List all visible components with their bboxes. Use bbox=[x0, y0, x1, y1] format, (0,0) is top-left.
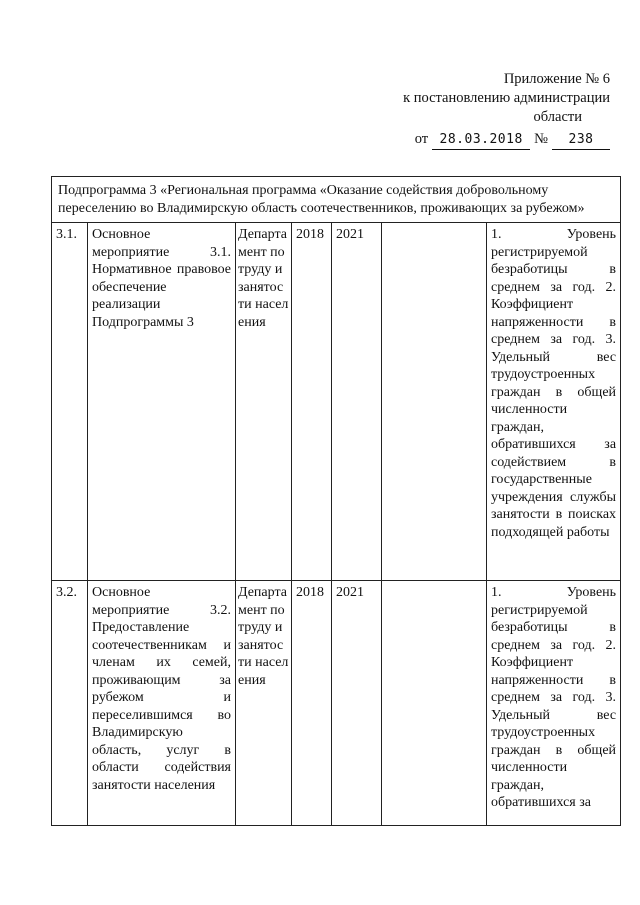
appendix-reference-cont: области bbox=[533, 109, 582, 125]
subprogram-header-row bbox=[52, 177, 621, 223]
row-number: 3.1. bbox=[52, 223, 88, 581]
indicators-cell: 1. Уровень регистрируемой безработицы в среднем за год. 2. Коэффициент напряженности в среднем за год. 3. Удельный вес трудоустроенных граждан в общей численности граждан, обратившихся за bbox=[487, 581, 621, 826]
date-number-line bbox=[350, 130, 610, 150]
empty-cell bbox=[382, 581, 487, 826]
handwritten-number: 238 bbox=[552, 130, 610, 150]
handwritten-date: 28.03.2018 bbox=[432, 130, 530, 150]
executor-cell: Департамент по труду и занятости населения bbox=[236, 581, 292, 826]
subprogram-title: Подпрограмма 3 «Региональная программа «Оказание содействия добровольному переселению во Владимирскую область соотечественников, проживающих за рубежом» bbox=[52, 177, 621, 223]
end-year-cell: 2021 bbox=[332, 223, 382, 581]
table-row bbox=[52, 581, 621, 826]
appendix-title: Приложение № 6 bbox=[503, 71, 610, 87]
program-table bbox=[51, 176, 620, 826]
appendix-reference: к постановлению администрации bbox=[403, 90, 610, 106]
start-year-cell: 2018 bbox=[292, 223, 332, 581]
date-prefix: от bbox=[414, 131, 429, 147]
activity-cell: Основное мероприятие 3.2. Предоставление соотечественникам и членам их семей, проживающим за рубежом и переселившимся во Владимирскую область, услуг в области содействия занятости населения bbox=[88, 581, 236, 826]
empty-cell bbox=[382, 223, 487, 581]
row-number: 3.2. bbox=[52, 581, 88, 826]
number-prefix: № bbox=[534, 131, 548, 147]
activity-cell: Основное мероприятие 3.1. Нормативное правовое обеспечение реализации Подпрограммы 3 bbox=[88, 223, 236, 581]
end-year-cell: 2021 bbox=[332, 581, 382, 826]
document-header bbox=[350, 70, 610, 150]
start-year-cell: 2018 bbox=[292, 581, 332, 826]
table-row bbox=[52, 223, 621, 581]
indicators-cell: 1. Уровень регистрируемой безработицы в среднем за год. 2. Коэффициент напряженности в среднем за год. 3. Удельный вес трудоустроенных граждан в общей численности граждан, обратившихся за содействием в государственные учреждения службы занятости в поисках подходящей работы bbox=[487, 223, 621, 581]
executor-cell: Департамент по труду и занятости населения bbox=[236, 223, 292, 581]
